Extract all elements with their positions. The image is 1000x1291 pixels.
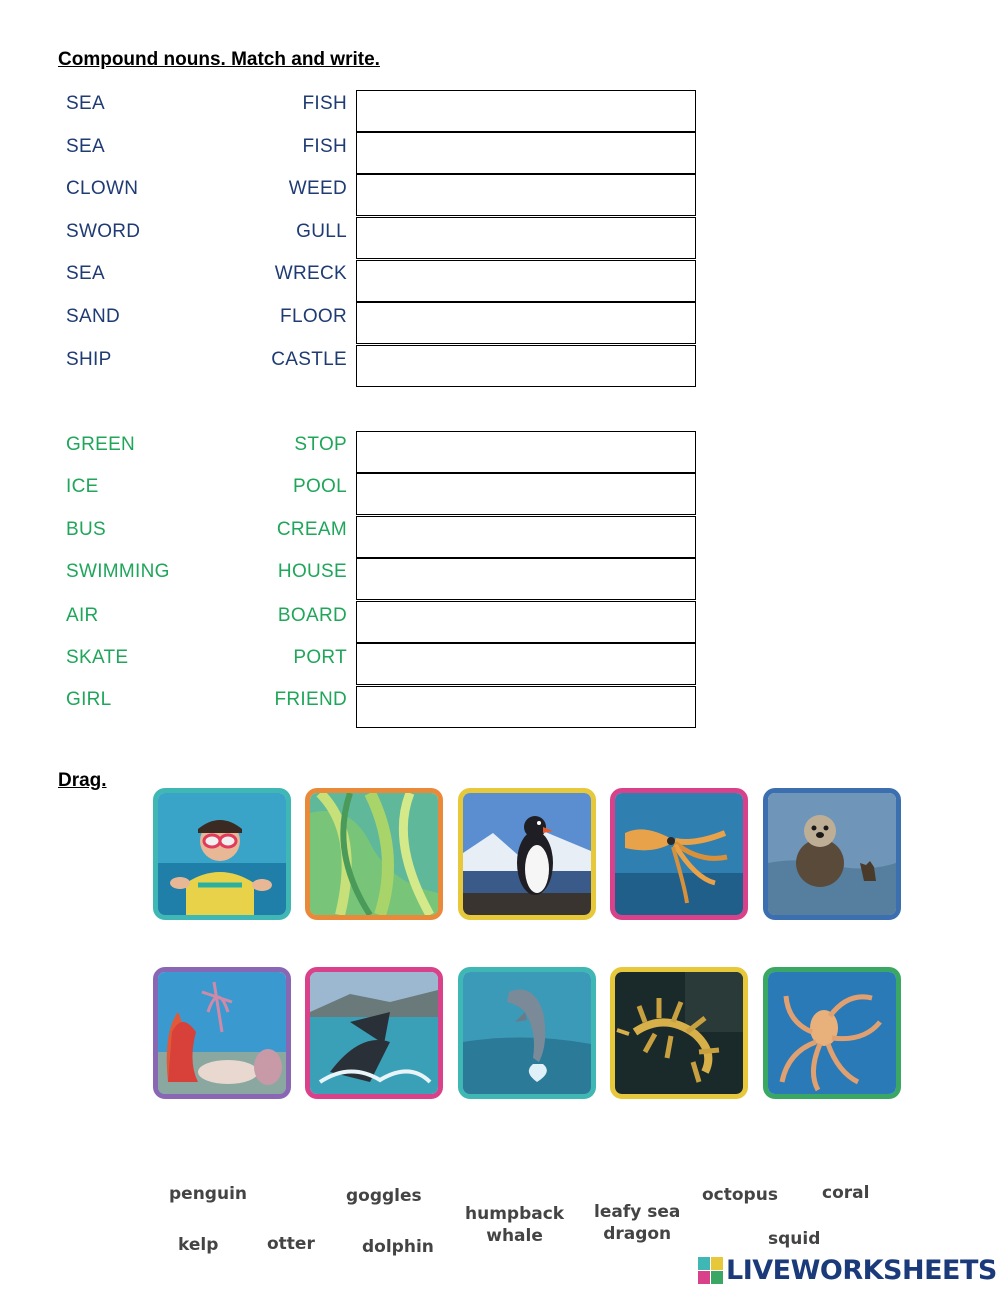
- answer-input[interactable]: [356, 132, 696, 174]
- dolphin-image[interactable]: [458, 967, 596, 1099]
- answer-input[interactable]: [356, 516, 696, 558]
- logo-text: LIVEWORKSHEETS: [726, 1254, 997, 1286]
- left-word: SAND: [66, 306, 120, 327]
- right-word: FISH: [302, 136, 347, 157]
- right-word: BOARD: [277, 605, 347, 626]
- otter-image[interactable]: [763, 788, 901, 920]
- left-word: BUS: [66, 519, 106, 540]
- answer-input[interactable]: [356, 260, 696, 302]
- left-word: GREEN: [66, 434, 136, 455]
- answer-input[interactable]: [356, 431, 696, 473]
- right-word: WEED: [288, 178, 347, 199]
- drag-word-coral[interactable]: coral: [822, 1183, 870, 1203]
- coral-image[interactable]: [153, 967, 291, 1099]
- drag-word-line: dragon: [603, 1224, 672, 1244]
- right-word: PORT: [293, 647, 347, 668]
- squid-image[interactable]: [610, 788, 748, 920]
- answer-input[interactable]: [356, 558, 696, 600]
- answer-input[interactable]: [356, 601, 696, 643]
- leafy-sea-dragon-image[interactable]: [610, 967, 748, 1099]
- octopus-image[interactable]: [763, 967, 901, 1099]
- drag-word-squid[interactable]: squid: [768, 1229, 821, 1249]
- right-word: FISH: [302, 93, 347, 114]
- drag-word-octopus[interactable]: octopus: [702, 1185, 778, 1205]
- answer-input[interactable]: [356, 473, 696, 515]
- drag-word-humpback-whale[interactable]: [465, 1203, 564, 1247]
- answer-input[interactable]: [356, 90, 696, 132]
- answer-input[interactable]: [356, 686, 696, 728]
- left-word: SWIMMING: [66, 561, 170, 582]
- drag-word-goggles[interactable]: goggles: [346, 1186, 422, 1206]
- left-word: AIR: [66, 605, 99, 626]
- answer-input[interactable]: [356, 345, 696, 387]
- right-word: CASTLE: [271, 349, 347, 370]
- left-word: ICE: [66, 476, 99, 497]
- drag-word-otter[interactable]: otter: [267, 1234, 315, 1254]
- answer-input[interactable]: [356, 217, 696, 259]
- right-word: FLOOR: [280, 306, 347, 327]
- left-word: SEA: [66, 263, 105, 284]
- drag-word-leafy-sea-dragon[interactable]: [594, 1201, 680, 1245]
- section-heading-compound-nouns: Compound nouns. Match and write.: [58, 49, 380, 70]
- left-word: CLOWN: [66, 178, 139, 199]
- drag-word-line: leafy sea: [594, 1202, 681, 1222]
- left-word: SEA: [66, 93, 105, 114]
- section-heading-drag: Drag.: [58, 770, 107, 791]
- answer-input[interactable]: [356, 302, 696, 344]
- drag-word-line: whale: [486, 1226, 543, 1246]
- left-word: SKATE: [66, 647, 129, 668]
- snorkeler-goggles-image[interactable]: [153, 788, 291, 920]
- right-word: WRECK: [274, 263, 347, 284]
- kelp-image[interactable]: [305, 788, 443, 920]
- right-word: HOUSE: [277, 561, 347, 582]
- right-word: POOL: [293, 476, 347, 497]
- right-word: FRIEND: [274, 689, 347, 710]
- drag-word-kelp[interactable]: kelp: [178, 1235, 219, 1255]
- penguin-image[interactable]: [458, 788, 596, 920]
- drag-word-line: humpback: [465, 1204, 565, 1224]
- left-word: SHIP: [66, 349, 112, 370]
- humpback-whale-image[interactable]: [305, 967, 443, 1099]
- left-word: SEA: [66, 136, 105, 157]
- logo-mark-icon: [698, 1257, 723, 1284]
- liveworksheets-logo: [698, 1254, 997, 1286]
- right-word: CREAM: [276, 519, 347, 540]
- right-word: STOP: [294, 434, 347, 455]
- drag-word-penguin[interactable]: penguin: [169, 1184, 248, 1204]
- right-word: GULL: [296, 221, 347, 242]
- left-word: SWORD: [66, 221, 141, 242]
- drag-word-dolphin[interactable]: dolphin: [362, 1237, 434, 1257]
- answer-input[interactable]: [356, 643, 696, 685]
- left-word: GIRL: [66, 689, 112, 710]
- answer-input[interactable]: [356, 174, 696, 216]
